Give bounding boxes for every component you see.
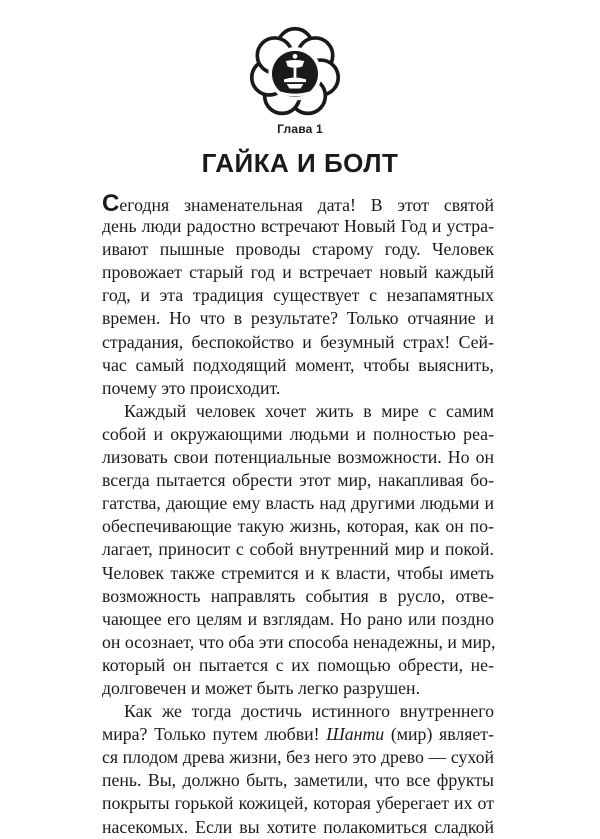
text-line: покрыты горькой кожицей, которая уберегает их от [102,793,494,814]
text-line: гатства, дающие ему власть над другими людьми и [102,493,494,514]
chapter-title: ГАЙКА И БОЛТ [201,148,399,178]
text-line: день люди радостно встречают Новый Год и устра- [102,216,494,237]
text-line: Как же тогда достичь истинного внутреннего [124,701,494,722]
text-line: Человек также стремится и к власти, чтобы иметь [102,562,494,583]
text-line: долговечен и может быть легко разрушен. [102,677,421,698]
text-line: который он пытается с их помощью обрести, не- [102,654,494,675]
text-line: обеспечивающие такую жизнь, которая, как он по- [102,516,494,537]
text-line: он осознает, что оба эти способа ненадежны, и мир, [102,631,496,652]
paragraph-1 [102,192,494,400]
text-line: почему это происходит. [102,377,281,398]
text-line: времен. Но что в результате? Только отчаяние и [102,308,494,329]
text-line: ивают пышные проводы старому году. Человек [102,239,494,260]
text-line: ся плодом древа жизни, без него это древо — сухой [102,747,494,768]
paragraph-3 [102,700,494,839]
text-line: Сегодня знаменательная дата! В этот святой [102,190,494,217]
text-line: собой и окружающими людьми и полностью реа- [102,423,494,444]
body-text [102,192,494,839]
text-line: чающее его целям и взглядам. Но рано или поздно [102,608,494,629]
text-line: пень. Вы, должно быть, заметили, что все фрукты [102,770,494,791]
emphasis-shanti: Шанти [326,724,385,745]
text-line: год, и эта традиция существует с незапамятных [102,285,494,306]
text-line: провожает старый год и встречает новый каждый [102,262,494,283]
text-line: возможность направлять события в русло, отве- [102,585,494,606]
drop-cap: С [102,190,120,217]
text-line: страдания, беспокойство и безумный страх! Сей- [102,331,494,352]
text-line: всегда пытается обрести этот мир, накапливая бо- [102,470,494,491]
text-line: мира? Только путем любви! Шанти (мир) являет- [102,724,494,745]
text-line: лизовать свои потенциальные возможности. Но он [102,447,494,468]
text-line: Каждый человек хочет жить в мире с самим [124,400,494,421]
lotus-chalice-emblem-icon [249,26,341,118]
text-line: насекомых. Если вы хотите полакомиться сладкой [102,816,494,837]
text-line: лагает, приносит с собой внутренний мир и покой. [102,539,494,560]
paragraph-2 [102,400,494,700]
chapter-label: Глава 1 [277,122,323,136]
text-line: час самый подходящий момент, чтобы выяснить, [102,354,494,375]
